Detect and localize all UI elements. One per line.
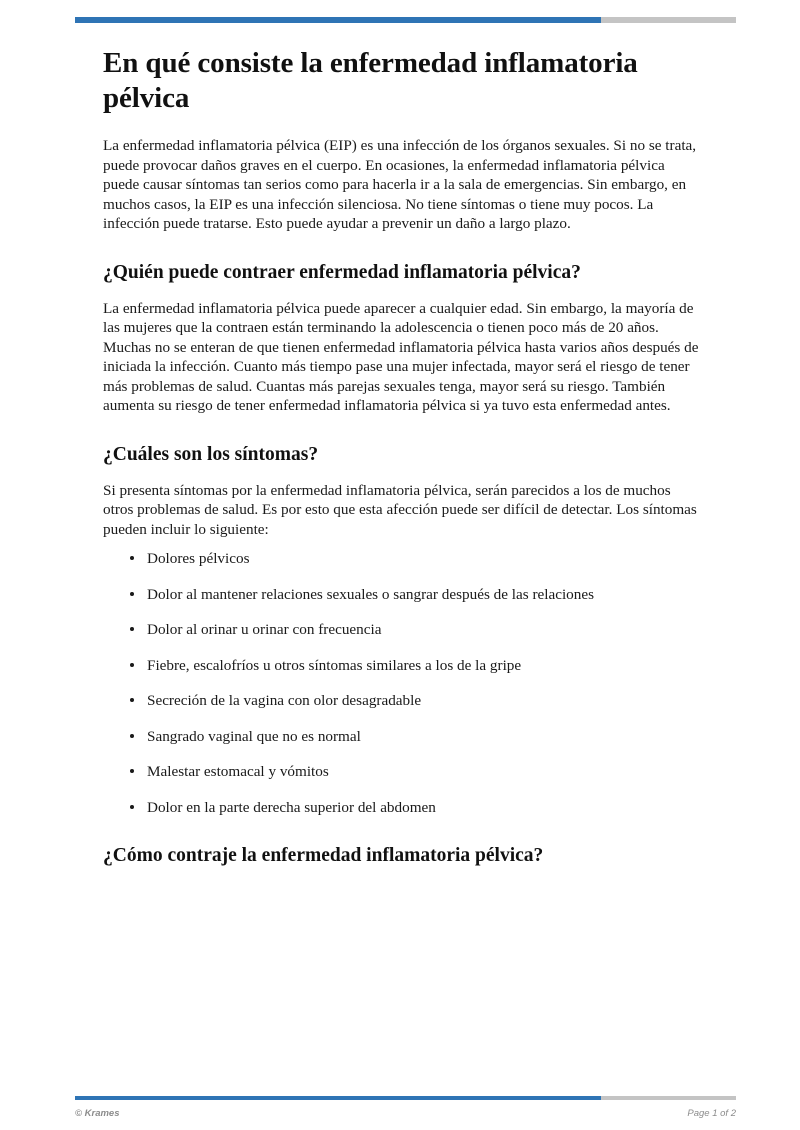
header-rule-gray-segment: [601, 17, 736, 23]
copyright-label: © Krames: [75, 1108, 120, 1119]
list-item-label: Sangrado vaginal que no es normal: [147, 727, 361, 745]
list-item: [103, 762, 699, 781]
section-heading-symptoms: ¿Cuáles son los síntomas?: [103, 443, 319, 465]
footer-rule-blue-segment: [75, 1096, 601, 1100]
bullet-icon: [130, 556, 134, 560]
symptom-list: [103, 549, 699, 817]
section-paragraph-symptoms: Si presenta síntomas por la enfermedad inflamatoria pélvica, serán parecidos a los de muchos otros problemas de salud. Es por esto que esta afección puede ser difícil de detectar. Los síntomas pueden incluir lo siguiente:: [103, 481, 697, 538]
list-item-label: Malestar estomacal y vómitos: [147, 763, 329, 780]
list-item-label: Dolor al mantener relaciones sexuales o sangrar después de las relaciones: [147, 585, 595, 603]
bullet-icon: [130, 805, 134, 809]
list-item: [103, 585, 699, 604]
page-content: [103, 46, 699, 882]
section-heading-who-can-get: ¿Quién puede contraer enfermedad inflamatoria pélvica?: [103, 261, 581, 283]
header-rule: [75, 17, 736, 23]
list-item: [103, 656, 699, 675]
bullet-icon: [130, 734, 134, 738]
list-item: [103, 727, 699, 746]
footer-rule: [75, 1096, 736, 1100]
section-heading-how-contracted: ¿Cómo contraje la enfermedad inflamatoria pélvica?: [103, 844, 544, 866]
bullet-icon: [130, 592, 134, 596]
list-item: [103, 798, 699, 817]
intro-paragraph: La enfermedad inflamatoria pélvica (EIP) es una infección de los órganos sexuales. Si no se trata, puede provocar daños graves en el cuerpo. En ocasiones, la enfermedad inflamatoria pélvica puede causar síntomas tan serios como para hacerla ir a la sala de emergencias. Sin embargo, en muchos casos, la EIP es una infección silenciosa. No tiene síntomas o tiene muy pocos. La infección puede tratarse. Esto puede ayudar a prevenir un daño a largo plazo.: [103, 137, 697, 232]
bullet-icon: [130, 698, 134, 702]
page-number-label: Page 1 of 2: [687, 1108, 736, 1119]
page-title: En qué consiste la enfermedad inflamatoria pélvica: [103, 47, 638, 114]
list-item-label: Dolores pélvicos: [147, 550, 250, 567]
bullet-icon: [130, 663, 134, 667]
list-item: [103, 691, 699, 710]
bullet-icon: [130, 627, 134, 631]
list-item-label: Fiebre, escalofríos u otros síntomas similares a los de la gripe: [147, 656, 522, 674]
list-item-label: Dolor en la parte derecha superior del abdomen: [147, 798, 436, 816]
bullet-icon: [130, 769, 134, 773]
section-paragraph-who-can-get: La enfermedad inflamatoria pélvica puede aparecer a cualquier edad. Sin embargo, la mayoría de las mujeres que la contraen están terminando la adolescencia o tienen poco más de 20 años. Muchas no se enteran de que tienen enfermedad inflamatoria pélvica hasta varios años después de iniciada la infección. Cuanto más tiempo pase una mujer infectada, mayor será el riesgo de tener más problemas de salud. Cuantas más parejas sexuales tenga, mayor será su riesgo. También aumenta su riesgo de tener enfermedad inflamatoria pélvica si ya tuvo esta enfermedad antes.: [103, 299, 699, 414]
footer-rule-gray-segment: [601, 1096, 736, 1100]
list-item-label: Secreción de la vagina con olor desagradable: [147, 692, 422, 709]
page-footer: [75, 1108, 736, 1119]
list-item: [103, 549, 699, 568]
list-item: [103, 620, 699, 639]
header-rule-blue-segment: [75, 17, 601, 23]
list-item-label: Dolor al orinar u orinar con frecuencia: [147, 621, 382, 638]
